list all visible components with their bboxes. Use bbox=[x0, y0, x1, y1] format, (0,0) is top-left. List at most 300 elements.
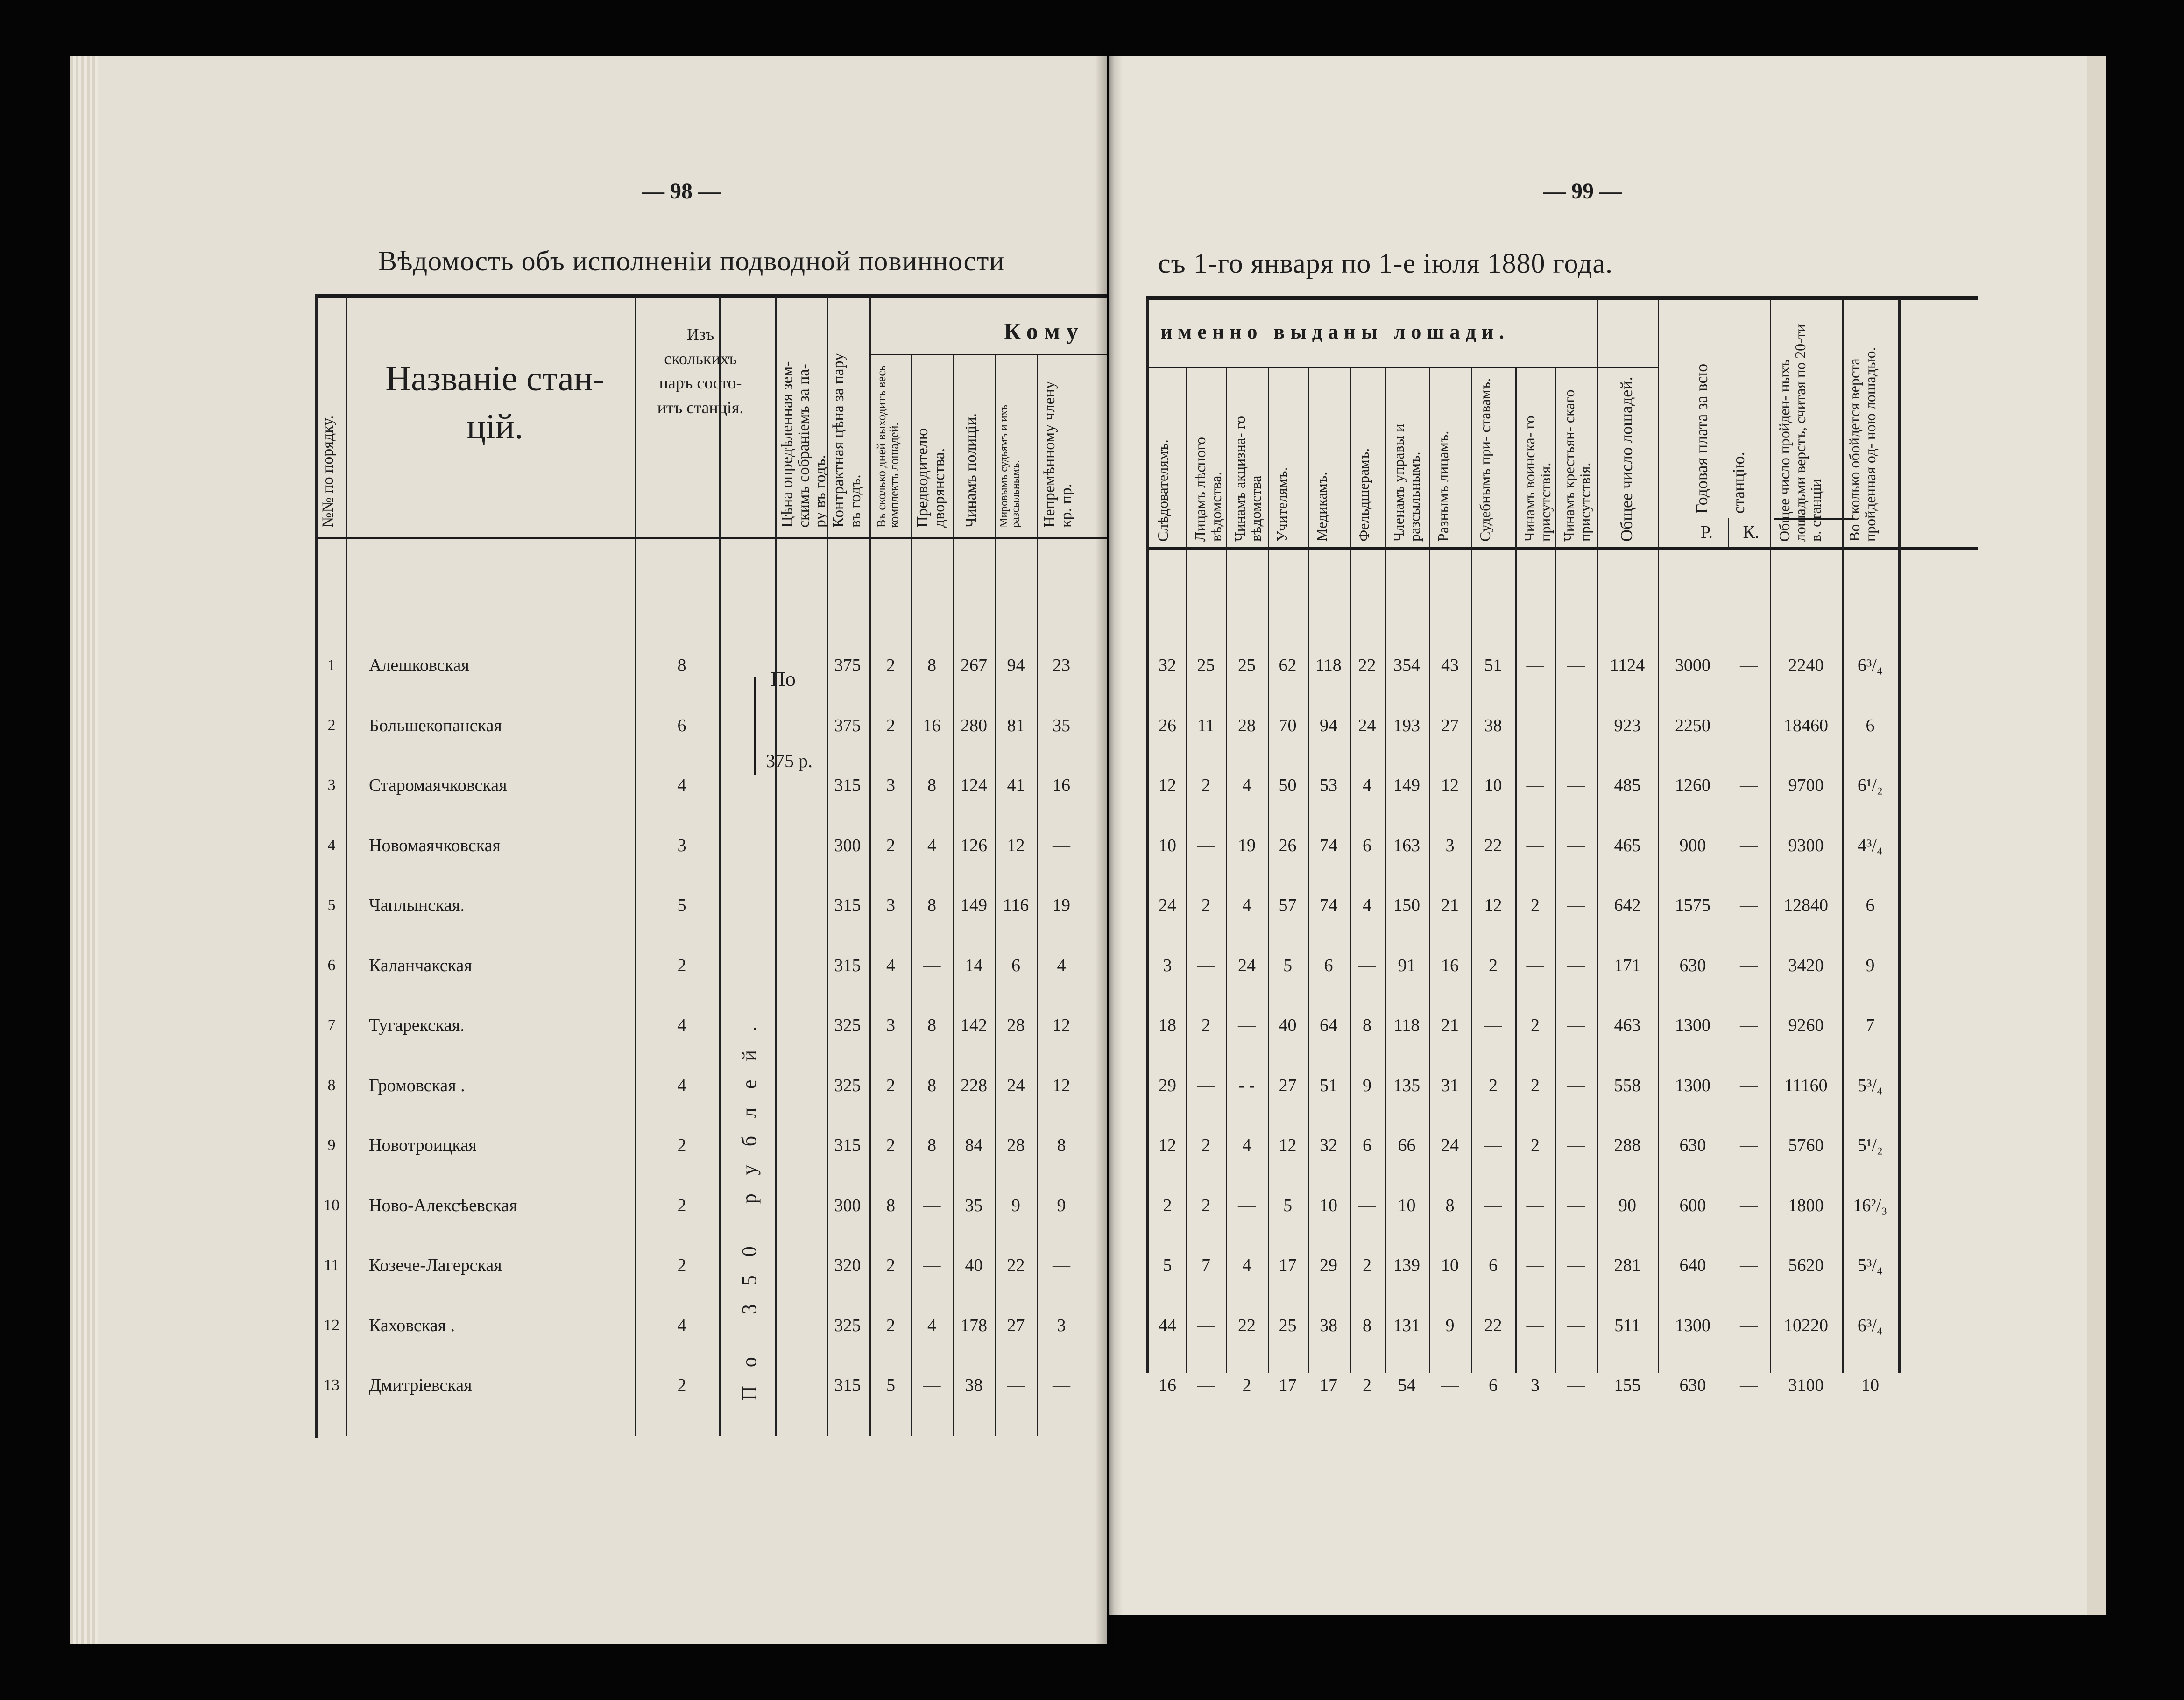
station-name: Каланчакская bbox=[369, 955, 472, 975]
station-name: Тугарекская. bbox=[369, 1016, 465, 1035]
cell-rub: 630 bbox=[1679, 1376, 1706, 1395]
header-judges: Мировымъ судьямъ и ихъ разсыльнымъ. bbox=[998, 404, 1022, 528]
cell-inv: 16 bbox=[1159, 1376, 1176, 1395]
cell-inv: 12 bbox=[1159, 1136, 1176, 1155]
cell-court: 2 bbox=[1489, 1075, 1498, 1095]
cell-contract: 375 bbox=[834, 715, 861, 735]
cell-excise: 24 bbox=[1238, 955, 1256, 975]
cell-marshal: 8 bbox=[927, 896, 936, 915]
cell-doc: 64 bbox=[1320, 1016, 1337, 1035]
cell-forest: 7 bbox=[1202, 1256, 1210, 1275]
cell-teach: 70 bbox=[1279, 715, 1297, 735]
cell-total: 485 bbox=[1614, 776, 1641, 795]
cell-judges: 9 bbox=[1011, 1195, 1020, 1215]
cell-police: 178 bbox=[961, 1315, 987, 1335]
cell-excise: 25 bbox=[1238, 656, 1256, 675]
cell-inv: 2 bbox=[1163, 1195, 1172, 1215]
cell-judges: 41 bbox=[1007, 776, 1025, 795]
cell-police: 228 bbox=[961, 1075, 987, 1095]
cell-board: 163 bbox=[1393, 835, 1420, 855]
cell-total: 465 bbox=[1614, 835, 1641, 855]
cell-mil: — bbox=[1526, 1315, 1544, 1335]
cell-feld: 4 bbox=[1363, 896, 1371, 915]
cell-var: 21 bbox=[1441, 1016, 1459, 1035]
cell-teach: 5 bbox=[1283, 1195, 1292, 1215]
cell-forest: 2 bbox=[1202, 1195, 1210, 1215]
cell-board: 193 bbox=[1393, 715, 1420, 735]
cell-kop: — bbox=[1740, 1075, 1758, 1095]
cell-peas: — bbox=[1567, 1136, 1585, 1155]
cell-kop: — bbox=[1740, 1136, 1758, 1155]
cell-days: 2 bbox=[886, 656, 895, 675]
cell-mil: — bbox=[1526, 656, 1544, 675]
page-number: — 99 — bbox=[1543, 179, 1622, 204]
cell-pairs: 6 bbox=[677, 715, 686, 735]
cell-contract: 375 bbox=[834, 656, 861, 675]
cell-kop: — bbox=[1740, 776, 1758, 795]
col-line bbox=[1308, 368, 1309, 1373]
cell-judges: 116 bbox=[1003, 896, 1029, 915]
cell-days: 2 bbox=[886, 1256, 895, 1275]
cell-marshal: — bbox=[923, 1256, 941, 1275]
cell-days: 2 bbox=[886, 1315, 895, 1335]
header-various: Разнымъ лицамъ. bbox=[1435, 430, 1451, 542]
cell-feld: — bbox=[1358, 955, 1376, 975]
cell-var: 21 bbox=[1441, 896, 1459, 915]
cell-contract: 315 bbox=[834, 776, 861, 795]
cell-kop: — bbox=[1740, 1376, 1758, 1395]
cell-var: 43 bbox=[1441, 656, 1459, 675]
cell-judges: 81 bbox=[1007, 715, 1025, 735]
cell-inv: 18 bbox=[1159, 1016, 1176, 1035]
cell-versts: 12840 bbox=[1784, 896, 1828, 915]
cell-forest: 2 bbox=[1202, 1136, 1210, 1155]
row-number: 11 bbox=[324, 1256, 339, 1274]
header-zemstvo-price: Цѣна опредѣленная зем- скимъ собраніемъ за па- ру въ годъ. bbox=[778, 361, 829, 528]
cell-cost: 10 bbox=[1861, 1376, 1879, 1395]
cell-inv: 3 bbox=[1163, 955, 1172, 975]
cell-police: 142 bbox=[961, 1016, 987, 1035]
cell-kop: — bbox=[1740, 1256, 1758, 1275]
cell-versts: 3100 bbox=[1788, 1376, 1824, 1395]
cell-excise: 4 bbox=[1242, 1256, 1251, 1275]
cell-forest: 11 bbox=[1197, 715, 1215, 735]
cell-judges: 28 bbox=[1007, 1016, 1025, 1035]
cell-mil: 2 bbox=[1531, 896, 1540, 915]
cell-kop: — bbox=[1740, 656, 1758, 675]
cell-teach: 25 bbox=[1279, 1315, 1297, 1335]
header-pairs: Изъ сколькихъ паръ состо- итъ станція. bbox=[657, 325, 744, 417]
price-note-vertical: По 350 рублей. bbox=[738, 1008, 761, 1401]
header-annual-pay: Годовая плата за всю станцію. bbox=[1692, 363, 1748, 514]
cell-forest: 2 bbox=[1202, 896, 1210, 915]
cell-feld: 2 bbox=[1363, 1376, 1371, 1395]
cell-marshal: 4 bbox=[927, 1315, 936, 1335]
station-name: Алешковская bbox=[369, 656, 469, 675]
cell-kop: — bbox=[1740, 1315, 1758, 1335]
header-rule bbox=[315, 537, 1107, 539]
cell-pairs: 2 bbox=[677, 955, 686, 975]
cell-days: 4 bbox=[886, 955, 895, 975]
cell-versts: 9300 bbox=[1788, 835, 1824, 855]
cell-days: 3 bbox=[886, 776, 895, 795]
header-row-no: №№ по порядку. bbox=[319, 415, 337, 528]
cell-contract: 300 bbox=[834, 835, 861, 855]
cell-doc: 29 bbox=[1320, 1256, 1337, 1275]
cell-teach: 26 bbox=[1279, 835, 1297, 855]
cell-excise: 19 bbox=[1238, 835, 1256, 855]
cell-versts: 18460 bbox=[1784, 715, 1828, 735]
cell-excise: 28 bbox=[1238, 715, 1256, 735]
cell-forest: 2 bbox=[1202, 1016, 1210, 1035]
cell-excise: — bbox=[1238, 1016, 1256, 1035]
header-group: именно выданы лошади. bbox=[1160, 320, 1510, 343]
cell-versts: 3420 bbox=[1788, 955, 1824, 975]
cell-mil: 2 bbox=[1531, 1075, 1540, 1095]
cell-police: 35 bbox=[965, 1195, 983, 1215]
cell-rub: 640 bbox=[1679, 1256, 1706, 1275]
row-number: 9 bbox=[327, 1136, 336, 1154]
cell-pairs: 4 bbox=[677, 1075, 686, 1095]
cell-rub: 3000 bbox=[1675, 656, 1710, 675]
station-name: Ново-Алексѣевская bbox=[369, 1195, 517, 1215]
cell-var: 27 bbox=[1441, 715, 1459, 735]
header-cost-per-verst: Во сколько обойдется верста пройденная од- ною лошадью. bbox=[1846, 347, 1879, 542]
cell-feld: 6 bbox=[1363, 1136, 1371, 1155]
header-peasant: Чинамъ крестьян- скаго присутствія. bbox=[1561, 389, 1593, 542]
book-gutter bbox=[1095, 51, 1123, 1644]
header-military: Чинамъ воинска- го присутствія. bbox=[1521, 416, 1554, 542]
cell-feld: — bbox=[1358, 1195, 1376, 1215]
cell-pairs: 4 bbox=[677, 1315, 686, 1335]
cell-cost: 7 bbox=[1866, 1016, 1875, 1035]
cell-days: 2 bbox=[886, 715, 895, 735]
cell-cost: 16²/₃ bbox=[1853, 1195, 1887, 1215]
price-note-price: 375 р. bbox=[766, 750, 813, 771]
cell-mil: — bbox=[1526, 1195, 1544, 1215]
header-days: Въ сколько дней выходитъ весь комплектъ лошадей. bbox=[875, 365, 901, 528]
cell-days: 2 bbox=[886, 835, 895, 855]
cell-contract: 315 bbox=[834, 955, 861, 975]
col-line bbox=[1898, 299, 1901, 1373]
cell-feld: 2 bbox=[1363, 1256, 1371, 1275]
col-line bbox=[1226, 368, 1227, 1373]
cell-judges: 94 bbox=[1007, 656, 1025, 675]
cell-forest: — bbox=[1197, 1376, 1215, 1395]
left-page bbox=[70, 56, 1107, 1644]
cell-board: 131 bbox=[1393, 1315, 1420, 1335]
cell-court: 6 bbox=[1489, 1256, 1498, 1275]
station-name: Чаплынская. bbox=[369, 896, 465, 915]
cell-cost: 6³/₄ bbox=[1857, 656, 1883, 675]
cell-inv: 32 bbox=[1159, 656, 1176, 675]
cell-court: — bbox=[1484, 1016, 1502, 1035]
cell-total: 155 bbox=[1614, 1376, 1641, 1395]
cell-doc: 10 bbox=[1320, 1195, 1337, 1215]
open-book bbox=[70, 51, 2111, 1639]
group-rule bbox=[1146, 367, 1658, 368]
cell-marshal: 4 bbox=[927, 835, 936, 855]
cell-police: 124 bbox=[961, 776, 987, 795]
cell-pairs: 5 bbox=[677, 896, 686, 915]
cell-excise: 22 bbox=[1238, 1315, 1256, 1335]
cell-member: 3 bbox=[1057, 1315, 1066, 1335]
header-investigators: Слѣдователямъ. bbox=[1154, 439, 1171, 542]
cell-inv: 12 bbox=[1159, 776, 1176, 795]
cell-marshal: 8 bbox=[927, 1016, 936, 1035]
cell-cost: 6³/₄ bbox=[1857, 1315, 1883, 1335]
header-kop: К. bbox=[1743, 522, 1760, 542]
col-line bbox=[775, 296, 777, 1436]
cell-total: 558 bbox=[1614, 1075, 1641, 1095]
cell-judges: 28 bbox=[1007, 1136, 1025, 1155]
cell-marshal: — bbox=[923, 1376, 941, 1395]
cell-police: 267 bbox=[961, 656, 987, 675]
cell-days: 2 bbox=[886, 1136, 895, 1155]
cell-excise: — bbox=[1238, 1195, 1256, 1215]
cell-member: 4 bbox=[1057, 955, 1066, 975]
cell-total: 642 bbox=[1614, 896, 1641, 915]
cell-rub: 1300 bbox=[1675, 1075, 1710, 1095]
row-number: 3 bbox=[327, 776, 336, 794]
cell-inv: 10 bbox=[1159, 835, 1176, 855]
cell-marshal: 8 bbox=[927, 1075, 936, 1095]
cell-peas: — bbox=[1567, 715, 1585, 735]
cell-pairs: 8 bbox=[677, 656, 686, 675]
cell-versts: 5620 bbox=[1788, 1256, 1824, 1275]
cell-kop: — bbox=[1740, 955, 1758, 975]
cell-member: — bbox=[1053, 835, 1070, 855]
cell-peas: — bbox=[1567, 1016, 1585, 1035]
cell-cost: 6 bbox=[1866, 896, 1875, 915]
cell-board: 66 bbox=[1398, 1136, 1416, 1155]
cell-versts: 1800 bbox=[1788, 1195, 1824, 1215]
cell-court: 51 bbox=[1484, 656, 1502, 675]
cell-mil: 2 bbox=[1531, 1016, 1540, 1035]
cell-court: — bbox=[1484, 1136, 1502, 1155]
cell-peas: — bbox=[1567, 835, 1585, 855]
cell-days: 8 bbox=[886, 1195, 895, 1215]
cell-doc: 17 bbox=[1320, 1376, 1337, 1395]
col-line bbox=[1555, 368, 1556, 1373]
col-line bbox=[1471, 368, 1472, 1373]
station-name: Большекопанская bbox=[369, 715, 502, 735]
cell-versts: 11160 bbox=[1784, 1075, 1828, 1095]
cell-kop: — bbox=[1740, 896, 1758, 915]
cell-court: 22 bbox=[1484, 1315, 1502, 1335]
cell-board: 150 bbox=[1393, 896, 1420, 915]
cell-doc: 6 bbox=[1324, 955, 1333, 975]
row-number: 5 bbox=[327, 896, 336, 914]
row-number: 1 bbox=[327, 656, 336, 674]
cell-mil: — bbox=[1526, 776, 1544, 795]
cell-rub: 1575 bbox=[1675, 896, 1710, 915]
cell-var: 24 bbox=[1441, 1136, 1459, 1155]
cell-rub: 1300 bbox=[1675, 1016, 1710, 1035]
cell-doc: 51 bbox=[1320, 1075, 1337, 1095]
header-excise: Чинамъ акцизна- го вѣдомства bbox=[1231, 416, 1264, 542]
row-number: 10 bbox=[324, 1196, 339, 1214]
cell-var: 10 bbox=[1441, 1256, 1459, 1275]
cell-doc: 32 bbox=[1320, 1136, 1337, 1155]
cell-member: 12 bbox=[1053, 1075, 1070, 1095]
cell-marshal: 8 bbox=[927, 776, 936, 795]
cell-mil: — bbox=[1526, 955, 1544, 975]
cell-member: 35 bbox=[1053, 715, 1070, 735]
cell-police: 14 bbox=[965, 955, 983, 975]
col-line bbox=[1429, 368, 1430, 1373]
cell-cost: 4³/₄ bbox=[1857, 835, 1883, 855]
cell-pairs: 2 bbox=[677, 1256, 686, 1275]
cell-peas: — bbox=[1567, 1075, 1585, 1095]
cell-excise: 4 bbox=[1242, 896, 1251, 915]
cell-feld: 24 bbox=[1358, 715, 1376, 735]
cell-teach: 17 bbox=[1279, 1256, 1297, 1275]
cell-versts: 9700 bbox=[1788, 776, 1824, 795]
cell-police: 38 bbox=[965, 1376, 983, 1395]
cell-court: 6 bbox=[1489, 1376, 1498, 1395]
cell-teach: 27 bbox=[1279, 1075, 1297, 1095]
price-brace bbox=[754, 677, 756, 775]
page-number: — 98 — bbox=[642, 179, 721, 204]
cell-versts: 5760 bbox=[1788, 1136, 1824, 1155]
cell-mil: 3 bbox=[1531, 1376, 1540, 1395]
cell-forest: — bbox=[1197, 835, 1215, 855]
price-note-top: По bbox=[770, 668, 796, 691]
cell-peas: — bbox=[1567, 1376, 1585, 1395]
cell-board: 54 bbox=[1398, 1376, 1416, 1395]
cell-doc: 118 bbox=[1315, 656, 1342, 675]
header-komu: Кому bbox=[1004, 318, 1085, 344]
cell-mil: — bbox=[1526, 715, 1544, 735]
col-line bbox=[719, 296, 721, 1436]
cell-judges: 24 bbox=[1007, 1075, 1025, 1095]
cell-member: — bbox=[1053, 1376, 1070, 1395]
cell-rub: 900 bbox=[1679, 835, 1706, 855]
cell-mil: 2 bbox=[1531, 1136, 1540, 1155]
header-marshal: Предводителю дворянства. bbox=[914, 428, 948, 528]
top-rule bbox=[315, 294, 1107, 298]
cell-peas: — bbox=[1567, 1195, 1585, 1215]
row-number: 8 bbox=[327, 1076, 336, 1094]
cell-pairs: 2 bbox=[677, 1376, 686, 1395]
cell-total: 90 bbox=[1619, 1195, 1636, 1215]
cell-contract: 315 bbox=[834, 896, 861, 915]
cell-pairs: 4 bbox=[677, 1016, 686, 1035]
col-line bbox=[1350, 368, 1351, 1373]
cell-days: 3 bbox=[886, 896, 895, 915]
cell-board: 10 bbox=[1398, 1195, 1416, 1215]
cell-excise: - - bbox=[1238, 1075, 1255, 1095]
cell-total: 288 bbox=[1614, 1136, 1641, 1155]
cell-teach: 40 bbox=[1279, 1016, 1297, 1035]
row-number: 6 bbox=[327, 956, 336, 974]
cell-total: 1124 bbox=[1610, 656, 1645, 675]
cell-mil: — bbox=[1526, 835, 1544, 855]
cell-contract: 325 bbox=[834, 1315, 861, 1335]
cell-peas: — bbox=[1567, 656, 1585, 675]
cell-judges: 6 bbox=[1011, 955, 1020, 975]
header-court: Судебнымъ при- ставамъ. bbox=[1477, 378, 1493, 542]
cell-board: 139 bbox=[1393, 1256, 1420, 1275]
cell-member: 19 bbox=[1053, 896, 1070, 915]
header-member: Непремѣнному члену кр. пр. bbox=[1041, 381, 1075, 528]
cell-member: — bbox=[1053, 1256, 1070, 1275]
cell-court: 22 bbox=[1484, 835, 1502, 855]
cell-peas: — bbox=[1567, 896, 1585, 915]
cell-inv: 24 bbox=[1159, 896, 1176, 915]
col-line bbox=[1385, 368, 1386, 1373]
cell-forest: 2 bbox=[1202, 776, 1210, 795]
cell-cost: 6 bbox=[1866, 715, 1875, 735]
cell-board: 118 bbox=[1393, 1016, 1420, 1035]
cell-var: 9 bbox=[1445, 1315, 1455, 1335]
cell-teach: 17 bbox=[1279, 1376, 1297, 1395]
cell-forest: — bbox=[1197, 1075, 1215, 1095]
cell-var: 8 bbox=[1445, 1195, 1455, 1215]
cell-doc: 74 bbox=[1320, 835, 1337, 855]
cell-forest: — bbox=[1197, 1315, 1215, 1335]
cell-teach: 5 bbox=[1283, 955, 1292, 975]
header-forest: Лицамъ лѣсного вѣдомства. bbox=[1192, 437, 1224, 542]
cell-total: 171 bbox=[1614, 955, 1641, 975]
cell-cost: 6¹/₂ bbox=[1857, 776, 1883, 795]
row-number: 7 bbox=[327, 1016, 336, 1034]
cell-inv: 29 bbox=[1159, 1075, 1176, 1095]
cell-inv: 26 bbox=[1159, 715, 1176, 735]
cell-member: 16 bbox=[1053, 776, 1070, 795]
header-station-name: Названіе стан- цій. bbox=[385, 359, 605, 446]
header-doctors: Медикамъ. bbox=[1313, 472, 1330, 542]
header-total-versts: Общее число пройден- ныхъ лошадьми верстъ, считая по 20-ти в. станціи bbox=[1776, 324, 1824, 542]
header-total-horses: Общее число лошадей. bbox=[1617, 376, 1636, 542]
cell-versts: 2240 bbox=[1788, 656, 1824, 675]
komu-rule bbox=[869, 354, 1107, 355]
cell-rub: 2250 bbox=[1675, 715, 1710, 735]
station-name: Старомаячковская bbox=[369, 776, 507, 795]
cell-doc: 38 bbox=[1320, 1315, 1337, 1335]
cell-board: 354 bbox=[1393, 656, 1420, 675]
cell-police: 149 bbox=[961, 896, 987, 915]
station-name: Новотроицкая bbox=[369, 1136, 477, 1155]
row-number: 2 bbox=[327, 716, 336, 734]
cell-rub: 1260 bbox=[1675, 776, 1710, 795]
cell-versts: 9260 bbox=[1788, 1016, 1824, 1035]
cell-days: 3 bbox=[886, 1016, 895, 1035]
cell-forest: 25 bbox=[1197, 656, 1215, 675]
station-name: Новомаячковская bbox=[369, 835, 501, 855]
cell-police: 84 bbox=[965, 1136, 983, 1155]
cell-marshal: 8 bbox=[927, 1136, 936, 1155]
col-line bbox=[635, 296, 636, 1436]
cell-contract: 320 bbox=[834, 1256, 861, 1275]
cell-inv: 44 bbox=[1159, 1315, 1176, 1335]
cell-board: 149 bbox=[1393, 776, 1420, 795]
cell-rub: 630 bbox=[1679, 955, 1706, 975]
cell-court: 10 bbox=[1484, 776, 1502, 795]
cell-pairs: 2 bbox=[677, 1136, 686, 1155]
cell-var: 31 bbox=[1441, 1075, 1459, 1095]
page-edges bbox=[2087, 56, 2106, 1615]
cell-total: 281 bbox=[1614, 1256, 1641, 1275]
cell-feld: 9 bbox=[1363, 1075, 1371, 1095]
table-title: Вѣдомость объ исполненіи подводной повинности bbox=[378, 246, 1005, 276]
cell-var: 16 bbox=[1441, 955, 1459, 975]
cell-doc: 53 bbox=[1320, 776, 1337, 795]
cell-cost: 5³/₄ bbox=[1857, 1256, 1883, 1275]
cell-contract: 315 bbox=[834, 1376, 861, 1395]
cell-pairs: 2 bbox=[677, 1195, 686, 1215]
